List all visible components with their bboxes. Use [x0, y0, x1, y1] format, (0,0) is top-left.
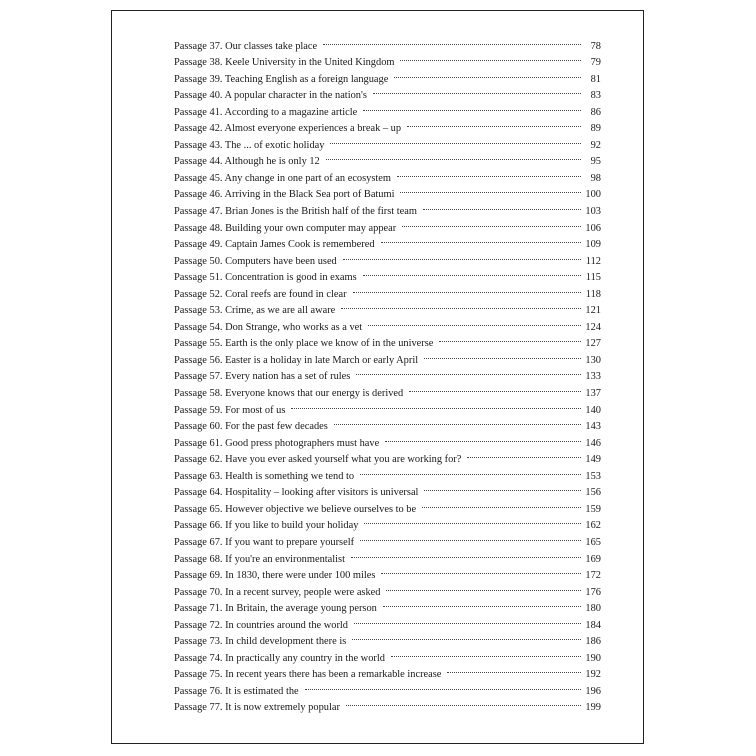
toc-entry-page-number: 190 — [585, 652, 601, 664]
toc-entry-page-number: 103 — [585, 206, 601, 218]
dot-leader — [351, 545, 581, 562]
toc-entry-title: Passage 37. Our classes take place — [174, 40, 318, 52]
dot-leader — [353, 280, 581, 297]
dot-leader — [386, 578, 581, 595]
toc-entry-title: Passage 58. Everyone knows that our energy is derived — [174, 388, 404, 400]
toc-entry-page-number: 98 — [590, 172, 601, 184]
toc-entry-page-number: 180 — [585, 603, 601, 615]
toc-entry-page-number: 199 — [585, 702, 601, 714]
toc-entry-page-number: 83 — [590, 90, 601, 102]
toc-entry-title: Passage 38. Keele University in the United Kingdom — [174, 57, 395, 69]
toc-entry-page-number: 143 — [585, 421, 601, 433]
dot-leader — [409, 379, 581, 396]
dot-leader — [394, 65, 581, 82]
dot-leader — [356, 363, 581, 380]
toc-entry-title: Passage 44. Although he is only 12 — [174, 156, 320, 168]
toc-entry-title: Passage 51. Concentration is good in exams — [174, 272, 357, 284]
toc-entry-title: Passage 72. In countries around the world — [174, 619, 349, 631]
toc-entry-page-number: 100 — [585, 189, 601, 201]
toc-entry-title: Passage 55. Earth is the only place we know of in the universe — [174, 338, 434, 350]
toc-entry-page-number: 106 — [585, 222, 601, 234]
toc-entry-title: Passage 67. If you want to prepare yourself — [174, 536, 355, 548]
dot-leader — [424, 479, 581, 496]
toc-entry-page-number: 78 — [590, 40, 601, 52]
toc-entry-title: Passage 77. It is now extremely popular — [174, 702, 340, 714]
toc-entry-title: Passage 49. Captain James Cook is remembered — [174, 239, 375, 251]
toc-entry-title: Passage 63. Health is something we tend to — [174, 470, 355, 482]
toc-entry-title: Passage 52. Coral reefs are found in clear — [174, 288, 347, 300]
dot-leader — [424, 346, 581, 363]
dot-leader — [400, 49, 581, 66]
toc-entry-page-number: 118 — [585, 288, 601, 300]
dot-leader — [330, 131, 581, 148]
dot-leader — [402, 214, 581, 231]
toc-entry-page-number: 121 — [585, 305, 601, 317]
toc-entry-title: Passage 50. Computers have been used — [174, 255, 337, 267]
dot-leader — [467, 446, 581, 463]
toc-entry-page-number: 149 — [585, 454, 601, 466]
dot-leader — [439, 330, 581, 347]
toc-entry-page-number: 169 — [585, 553, 601, 565]
toc-entry-title: Passage 43. The ... of exotic holiday — [174, 139, 325, 151]
table-of-contents — [174, 32, 601, 714]
toc-entry-title: Passage 54. Don Strange, who works as a vet — [174, 321, 363, 333]
toc-entry-page-number: 140 — [585, 404, 601, 416]
toc-entry-page-number: 196 — [585, 685, 601, 697]
toc-entry-page-number: 176 — [585, 586, 601, 598]
toc-entry-page-number: 86 — [590, 106, 601, 118]
toc-entry-page-number: 95 — [590, 156, 601, 168]
dot-leader — [381, 231, 581, 248]
document-page — [111, 10, 644, 744]
dot-leader — [354, 611, 581, 628]
toc-entry-title: Passage 42. Almost everyone experiences a break – up — [174, 123, 402, 135]
toc-entry-title: Passage 53. Crime, as we are all aware — [174, 305, 336, 317]
dot-leader — [305, 677, 581, 694]
toc-entry-title: Passage 64. Hospitality – looking after visitors is universal — [174, 487, 419, 499]
toc-entry-title: Passage 69. In 1830, there were under 100 miles — [174, 570, 376, 582]
dot-leader — [360, 462, 581, 479]
toc-entry-page-number: 115 — [585, 272, 601, 284]
toc-entry-page-number: 124 — [585, 321, 601, 333]
toc-entry-page-number: 186 — [585, 636, 601, 648]
dot-leader — [346, 694, 581, 711]
toc-entry-page-number: 133 — [585, 371, 601, 383]
dot-leader — [343, 247, 581, 264]
toc-entry-title: Passage 39. Teaching English as a foreign language — [174, 73, 389, 85]
toc-entry-page-number: 81 — [590, 73, 601, 85]
toc-entry-title: Passage 71. In Britain, the average young person — [174, 603, 377, 615]
toc-entry-page-number: 156 — [585, 487, 601, 499]
toc-entry-title: Passage 60. For the past few decades — [174, 421, 328, 433]
dot-leader — [422, 495, 581, 512]
toc-entry-title: Passage 47. Brian Jones is the British half of the first team — [174, 206, 417, 218]
dot-leader — [363, 264, 581, 281]
dot-leader — [323, 32, 581, 49]
toc-entry[interactable] — [174, 32, 601, 52]
dot-leader — [397, 164, 581, 181]
dot-leader — [363, 98, 581, 115]
dot-leader — [385, 429, 581, 446]
toc-entry-title: Passage 46. Arriving in the Black Sea port of Batumi — [174, 189, 395, 201]
toc-entry-page-number: 146 — [585, 437, 601, 449]
dot-leader — [381, 562, 581, 579]
toc-entry-title: Passage 61. Good press photographers must have — [174, 437, 380, 449]
toc-entry-title: Passage 59. For most of us — [174, 404, 286, 416]
toc-entry-title: Passage 48. Building your own computer may appear — [174, 222, 397, 234]
dot-leader — [334, 413, 581, 430]
toc-entry-title: Passage 74. In practically any country in the world — [174, 652, 385, 664]
dot-leader — [400, 181, 581, 198]
dot-leader — [373, 82, 581, 99]
toc-entry-page-number: 130 — [585, 354, 601, 366]
dot-leader — [291, 396, 581, 413]
toc-entry-page-number: 112 — [585, 255, 601, 267]
toc-entry-title: Passage 75. In recent years there has been a remarkable increase — [174, 669, 442, 681]
dot-leader — [423, 197, 581, 214]
toc-entry-title: Passage 45. Any change in one part of an ecosystem — [174, 172, 391, 184]
toc-entry-page-number: 92 — [590, 139, 601, 151]
toc-entry-title: Passage 66. If you like to build your holiday — [174, 520, 359, 532]
dot-leader — [368, 313, 581, 330]
toc-entry-page-number: 89 — [590, 123, 601, 135]
toc-entry-title: Passage 41. According to a magazine article — [174, 106, 358, 118]
toc-entry-page-number: 184 — [585, 619, 601, 631]
dot-leader — [407, 115, 581, 132]
toc-entry-title: Passage 70. In a recent survey, people were asked — [174, 586, 381, 598]
toc-entry-page-number: 192 — [585, 669, 601, 681]
dot-leader — [391, 644, 581, 661]
toc-entry-title: Passage 40. A popular character in the nation's — [174, 90, 367, 102]
dot-leader — [352, 628, 581, 645]
dot-leader — [447, 661, 581, 678]
toc-entry-title: Passage 65. However objective we believe ourselves to be — [174, 503, 417, 515]
dot-leader — [360, 528, 581, 545]
dot-leader — [383, 595, 581, 612]
dot-leader — [364, 512, 581, 529]
toc-entry-title: Passage 56. Easter is a holiday in late March or early April — [174, 354, 419, 366]
toc-entry-page-number: 109 — [585, 239, 601, 251]
toc-entry-page-number: 127 — [585, 338, 601, 350]
toc-entry-page-number: 162 — [585, 520, 601, 532]
toc-entry-page-number: 165 — [585, 536, 601, 548]
toc-entry-page-number: 153 — [585, 470, 601, 482]
toc-entry-page-number: 79 — [590, 57, 601, 69]
toc-entry-page-number: 137 — [585, 388, 601, 400]
toc-entry-title: Passage 62. Have you ever asked yourself what you are working for? — [174, 454, 462, 466]
toc-entry-title: Passage 73. In child development there is — [174, 636, 347, 648]
toc-entry-title: Passage 57. Every nation has a set of rules — [174, 371, 351, 383]
toc-entry-title: Passage 68. If you're an environmentalist — [174, 553, 345, 565]
toc-entry-page-number: 159 — [585, 503, 601, 515]
dot-leader — [326, 148, 581, 165]
dot-leader — [341, 297, 581, 314]
toc-entry-title: Passage 76. It is estimated the — [174, 685, 299, 697]
toc-entry-page-number: 172 — [585, 570, 601, 582]
